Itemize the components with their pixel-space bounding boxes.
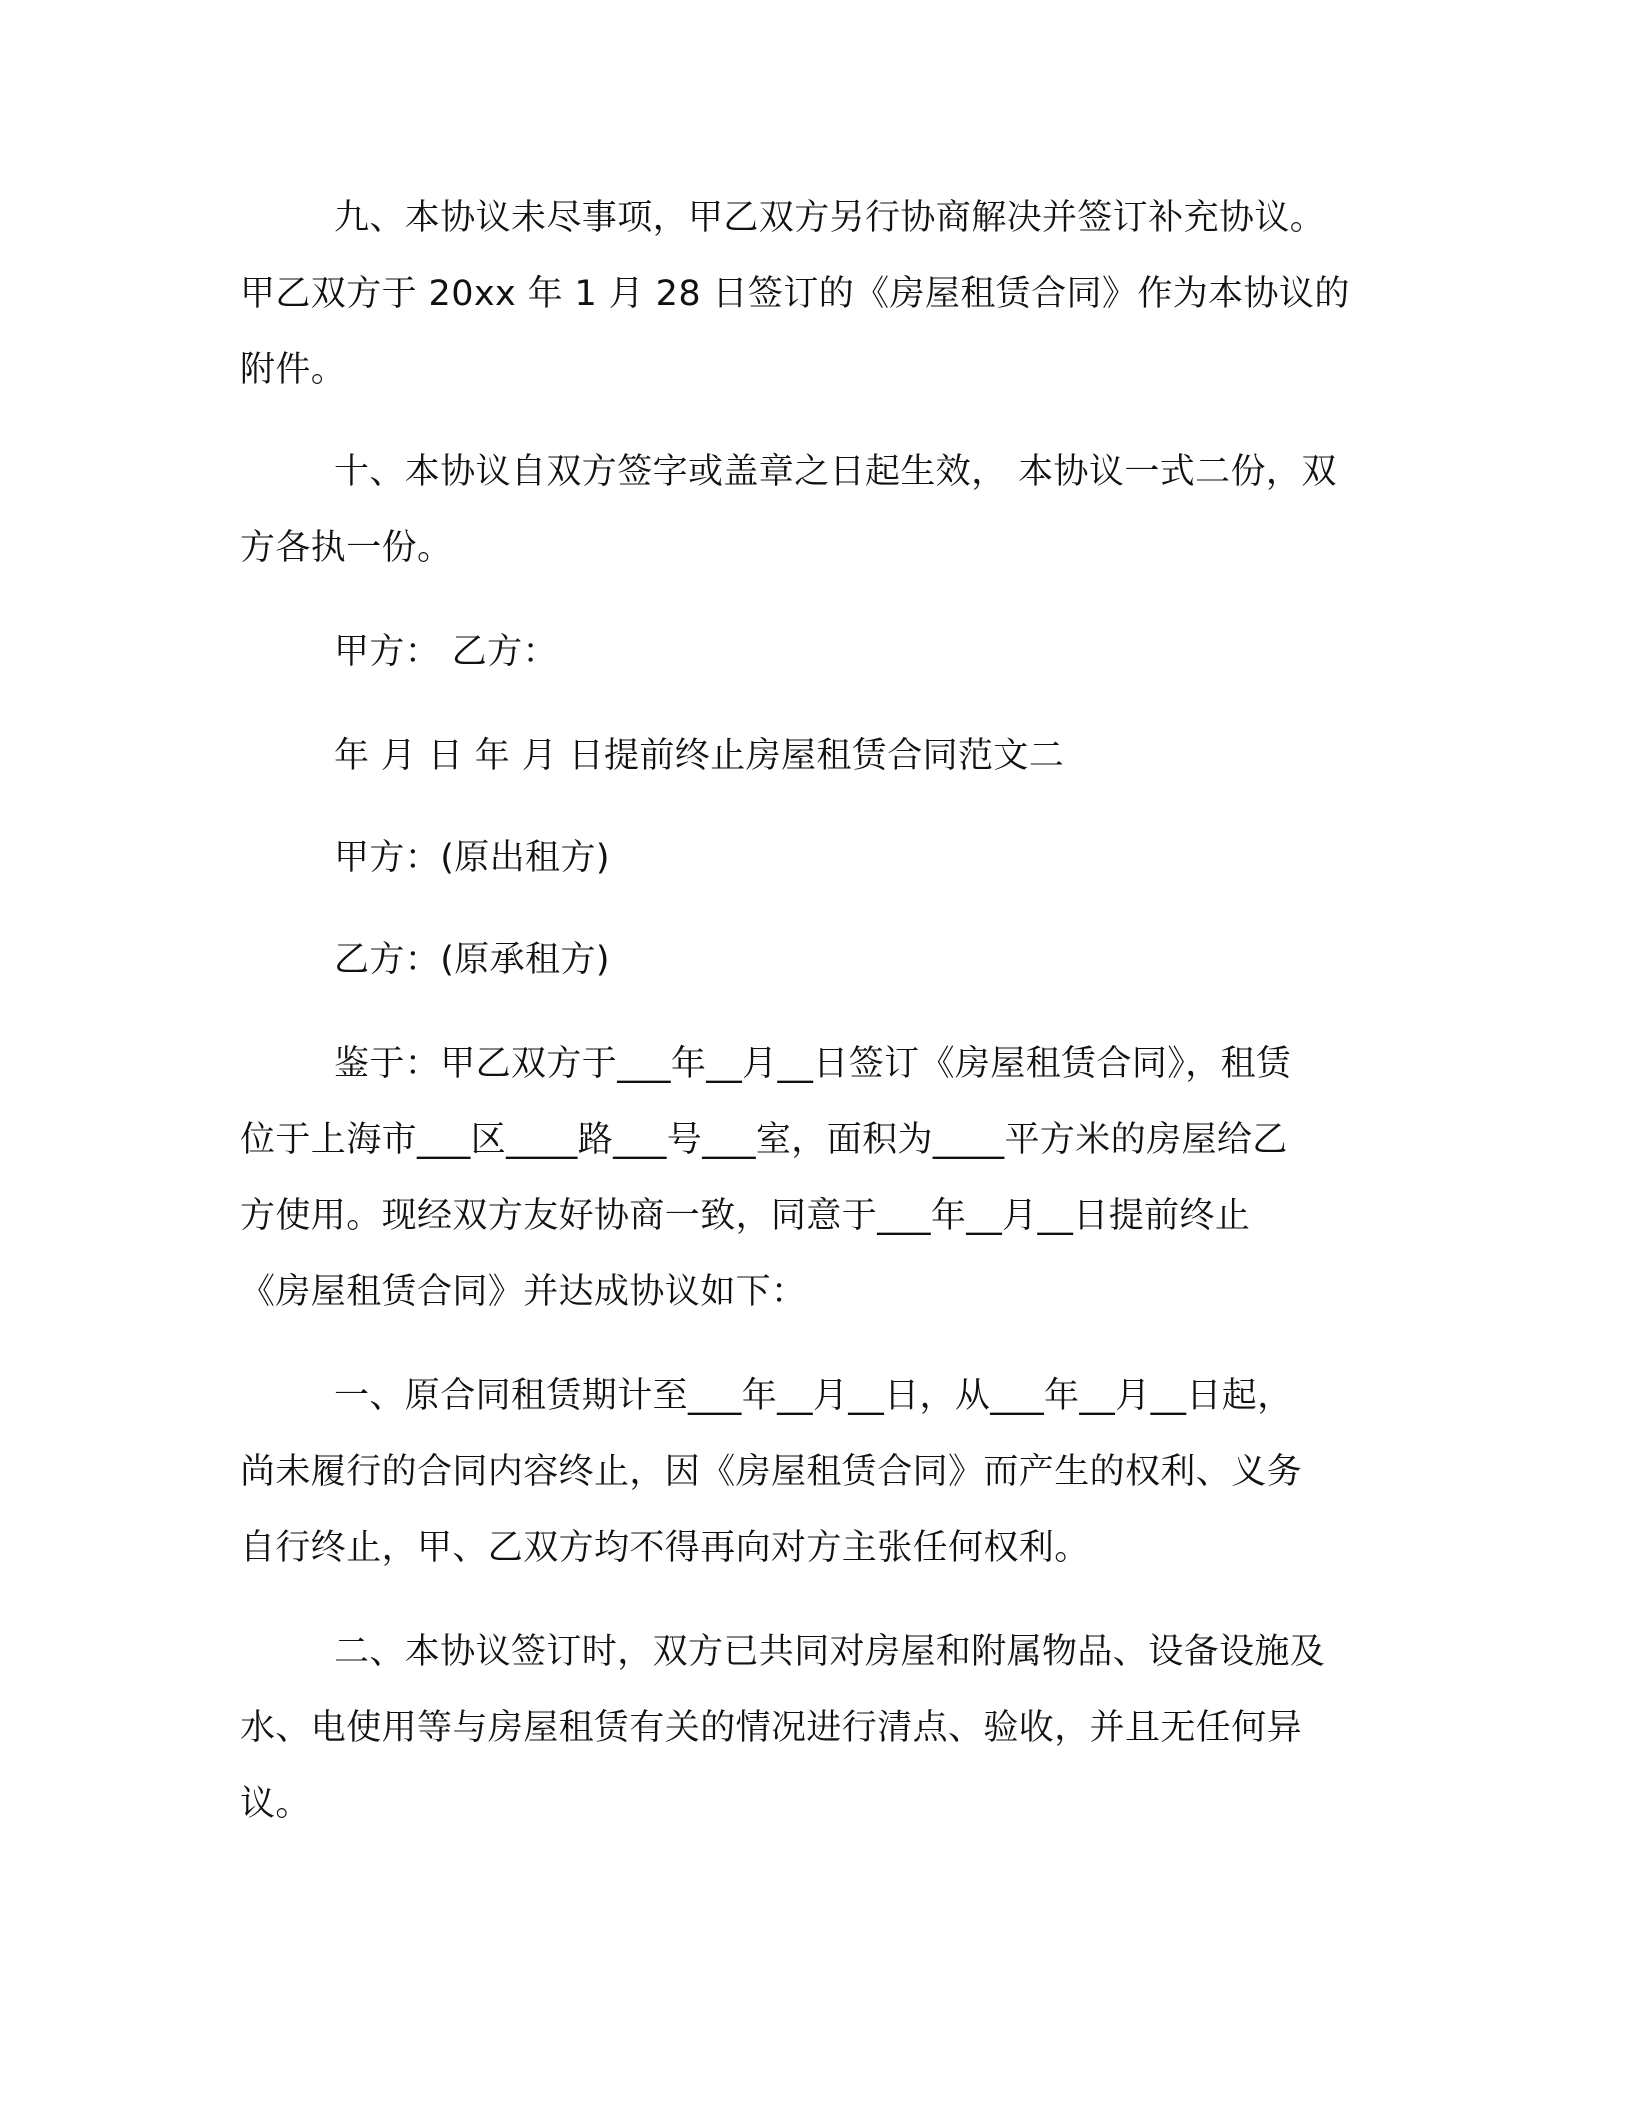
clause-10-line-2: 方各执一份。 bbox=[240, 528, 453, 568]
party-a-label: 甲方：(原出租方) bbox=[334, 838, 610, 878]
signature-parties: 甲方： 乙方： bbox=[334, 632, 558, 672]
clause-9-line-1: 九、本协议未尽事项，甲乙双方另行协商解决并签订补充协议。 bbox=[334, 198, 1326, 238]
clause-2-line-3: 议。 bbox=[240, 1784, 311, 1824]
clause-10-line-1: 十、本协议自双方签字或盖章之日起生效， 本协议一式二份，双 bbox=[334, 452, 1337, 492]
clause-9-line-2: 甲乙双方于 20xx 年 1 月 28 日签订的《房屋租赁合同》作为本协议的 bbox=[240, 274, 1350, 314]
clause-2-line-1: 二、本协议签订时，双方已共同对房屋和附属物品、设备设施及 bbox=[334, 1632, 1326, 1672]
preamble-line-4: 《房屋租赁合同》并达成协议如下： bbox=[240, 1272, 807, 1312]
preamble-line-2: 位于上海市___区____路___号___室，面积为____平方米的房屋给乙 bbox=[240, 1120, 1288, 1160]
signature-dates-and-title: 年 月 日 年 月 日提前终止房屋租赁合同范文二 bbox=[334, 736, 1065, 776]
clause-1-line-1: 一、原合同租赁期计至___年__月__日，从___年__月__日起， bbox=[334, 1376, 1293, 1416]
clause-2-line-2: 水、电使用等与房屋租赁有关的情况进行清点、验收，并且无任何异 bbox=[240, 1708, 1303, 1748]
preamble-line-1: 鉴于：甲乙双方于___年__月__日签订《房屋租赁合同》，租赁 bbox=[334, 1044, 1292, 1084]
clause-9-line-3: 附件。 bbox=[240, 350, 347, 390]
clause-1-line-3: 自行终止，甲、乙双方均不得再向对方主张任何权利。 bbox=[240, 1528, 1090, 1568]
preamble-line-3: 方使用。现经双方友好协商一致，同意于___年__月__日提前终止 bbox=[240, 1196, 1251, 1236]
party-b-label: 乙方：(原承租方) bbox=[334, 940, 610, 980]
clause-1-line-2: 尚未履行的合同内容终止，因《房屋租赁合同》而产生的权利、义务 bbox=[240, 1452, 1303, 1492]
